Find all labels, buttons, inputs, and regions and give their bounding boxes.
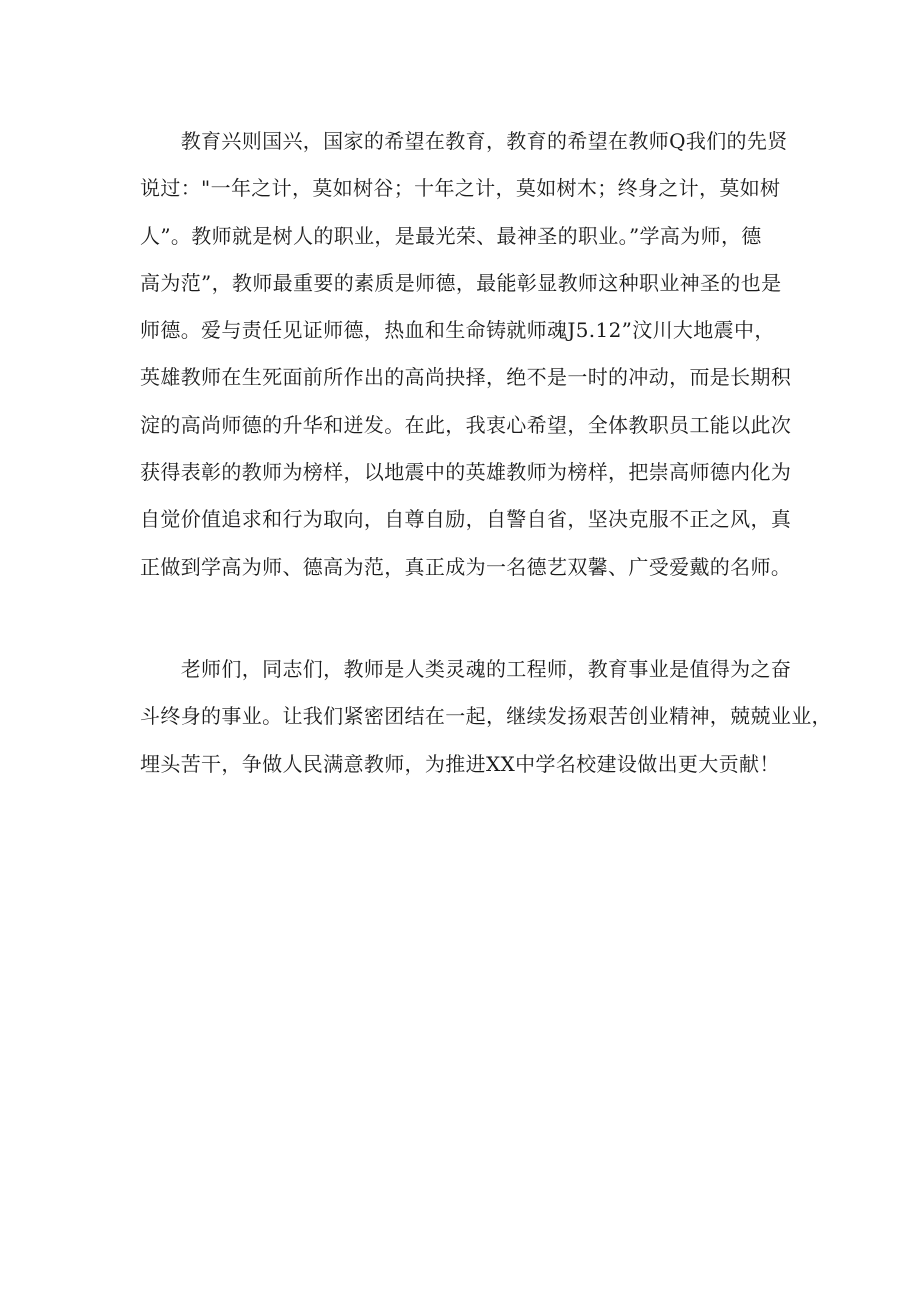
text-line: 自觉价值追求和行为取向，自尊自励，自警自省，坚决克服不正之风，真 (140, 507, 792, 532)
text-line: 说过："一年之计，莫如树谷；十年之计，莫如树木；终身之计，莫如树 (140, 176, 781, 201)
text-line: 斗终身的事业。让我们紧密团结在一起，继续发扬艰苦创业精神，兢兢业业， (140, 704, 832, 729)
text-line: 埋头苦干，争做人民满意教师，为推进XX中学名校建设做出更大贡献！ (140, 751, 780, 776)
text-line: 淀的高尚师德的升华和迸发。在此，我衷心希望，全体教职员工能以此次 (140, 412, 792, 437)
text-line: 高为范”，教师最重要的素质是师德，最能彰显教师这种职业神圣的也是 (140, 270, 782, 295)
paragraph-closing-appeal (140, 646, 832, 788)
text-line: 获得表彰的教师为榜样，以地震中的英雄教师为榜样，把崇高师德内化为 (140, 460, 792, 485)
paragraph-teacher-ethics (140, 118, 790, 591)
text-line: 正做到学高为师、德高为范，真正成为一名德艺双馨、广受爱戴的名师。 (140, 554, 792, 579)
text-line: 人”。教师就是树人的职业，是最光荣、最神圣的职业。”学高为师，德 (140, 223, 762, 248)
text-line: 师德。爱与责任见证师德，热血和生命铸就师魂J5.12”汶川大地震中， (140, 318, 775, 343)
text-line: 教育兴则国兴，国家的希望在教育，教育的希望在教师Q我们的先贤 (140, 129, 788, 153)
text-line: 老师们，同志们，教师是人类灵魂的工程师，教育事业是值得为之奋 (140, 657, 792, 681)
text-line: 英雄教师在生死面前所作出的高尚抉择，绝不是一时的冲动，而是长期积 (140, 365, 792, 390)
